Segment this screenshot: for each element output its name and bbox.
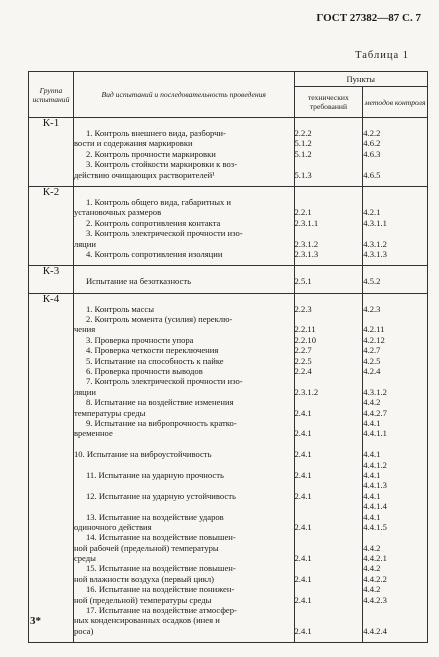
tech-req-cell: [294, 186, 363, 265]
method-cell: [363, 266, 428, 293]
test-name-line: установочных размеров: [73, 207, 162, 218]
method-value: 4.4.1: [363, 469, 381, 480]
test-name-line: 1. Контроль общего вида, габаритных и: [85, 196, 232, 207]
method-value: 4.4.2: [363, 584, 381, 595]
test-name-line: 1. Контроль внешнего вида, разборчи-: [85, 128, 226, 138]
method-cell: [363, 186, 428, 265]
test-name-cell: [73, 266, 294, 293]
test-name-line: 16. Испытание на воздействие понижен-: [85, 584, 235, 595]
test-name-line: роса): [73, 625, 94, 636]
tech-req-value: [295, 460, 363, 470]
tech-req-value: [295, 563, 363, 573]
table-row: [29, 186, 428, 265]
test-name-line: ных конденсированных осадков (инея и: [73, 615, 220, 626]
tech-req-value: 2.3.1.3: [294, 248, 319, 259]
test-name-line: 10. Испытание на виброустойчивость: [73, 449, 212, 460]
test-name-cell: [73, 293, 294, 643]
method-value: [363, 605, 427, 615]
tech-req-value: 2.4.1: [294, 625, 312, 636]
tech-req-value: [295, 512, 363, 522]
method-value: 4.6.5: [363, 169, 381, 180]
group-label: К-3: [29, 266, 74, 293]
tech-req-value: 2.4.1: [294, 449, 312, 460]
method-value: 4.4.1.1: [363, 428, 387, 439]
method-value: 4.2.3: [363, 303, 381, 314]
tech-req-value: 2.4.1: [294, 428, 312, 439]
method-cell: [363, 118, 428, 187]
test-name-line: 11. Испытание на ударную прочность: [85, 469, 224, 480]
method-cell: [363, 293, 428, 643]
test-name-line: 4. Проверка четкости переключения: [85, 345, 219, 356]
method-value: 4.4.1.5: [363, 521, 387, 532]
method-value: 4.3.1.3: [363, 248, 387, 259]
tech-req-value: 2.4.1: [294, 553, 312, 564]
tech-req-value: 2.4.1: [294, 469, 312, 480]
method-value: 4.4.1: [363, 490, 381, 501]
tech-req-value: [295, 159, 363, 169]
test-name-line: чения: [73, 324, 96, 335]
column-header-points: Пункты: [294, 72, 428, 87]
tech-req-value: [295, 197, 363, 207]
method-value: 4.4.2: [363, 397, 381, 408]
tech-req-value: 2.2.5: [294, 355, 312, 366]
tech-req-value: [295, 397, 363, 407]
method-value: 4.3.1.1: [363, 217, 387, 228]
test-name-line: 7. Контроль электрической прочности изо-: [85, 376, 243, 387]
method-value: 4.4.2.2: [363, 573, 387, 584]
method-value: 4.2.1: [363, 207, 381, 218]
test-name-line: [74, 439, 294, 449]
tech-req-value: 5.1.3: [294, 169, 312, 180]
method-value: [363, 439, 427, 449]
method-value: 4.6.2: [363, 138, 381, 149]
tech-req-value: 2.5.1: [294, 276, 312, 287]
table-title: Таблица 1: [355, 50, 409, 61]
test-name-line: 1. Контроль массы: [85, 303, 155, 314]
table-row: [29, 118, 428, 187]
tech-req-value: 2.4.1: [294, 573, 312, 584]
test-name-line: 14. Испытание на воздействие повышен-: [85, 532, 236, 543]
tech-req-value: [295, 501, 363, 511]
tech-req-value: 2.4.1: [294, 594, 312, 605]
test-name-line: ляции: [73, 386, 96, 397]
method-value: 4.4.2.1: [363, 553, 387, 564]
test-name-line: действию очищающих растворителей¹: [73, 169, 215, 180]
test-name-line: [74, 460, 294, 470]
tech-req-value: 2.4.1: [294, 521, 312, 532]
test-name-line: одиночного действия: [73, 521, 152, 532]
test-name-line: 3. Контроль стойкости маркировки к воз-: [85, 159, 238, 170]
tech-req-value: 2.2.2: [294, 128, 312, 138]
test-name-line: ной рабочей (предельной) температуры: [73, 542, 219, 553]
test-name-line: ной влажности воздуха (первый цикл): [73, 573, 215, 584]
method-value: 4.4.1: [363, 511, 381, 522]
tech-req-value: [295, 439, 363, 449]
page-number: 3*: [30, 615, 41, 627]
test-name-line: температуры среды: [73, 407, 146, 418]
column-header-name: Вид испытаний и последовательность проведения: [73, 72, 294, 118]
tech-req-cell: [294, 293, 363, 643]
method-value: 4.2.12: [363, 334, 385, 345]
tech-req-value: [295, 480, 363, 490]
tech-req-value: 5.1.2: [294, 138, 312, 149]
column-header-tech: технических требований: [294, 87, 363, 118]
test-name-line: 3. Контроль электрической прочности изо-: [85, 228, 243, 239]
tech-req-value: 2.2.7: [294, 345, 312, 356]
test-name-cell: [73, 186, 294, 265]
method-value: 4.2.2: [363, 128, 381, 138]
tech-req-value: [295, 615, 363, 625]
method-value: [363, 197, 427, 207]
column-header-group: Группа испытаний: [29, 72, 74, 118]
tech-req-value: [295, 584, 363, 594]
test-name-line: 12. Испытание на ударную устойчивость: [85, 490, 236, 501]
method-value: 4.4.2.3: [363, 594, 387, 605]
tech-req-value: [295, 605, 363, 615]
method-value: 4.4.2: [363, 563, 381, 574]
method-value: 4.2.11: [363, 324, 385, 335]
tech-req-value: 2.2.11: [294, 324, 316, 335]
test-name-line: вости и содержания маркировки: [73, 138, 193, 149]
method-value: 4.4.2.7: [363, 407, 387, 418]
test-name-line: 6. Проверка прочности выводов: [85, 366, 203, 377]
tech-req-cell: [294, 266, 363, 293]
tech-req-value: 2.2.10: [294, 334, 316, 345]
tech-req-value: [295, 543, 363, 553]
tech-req-value: [295, 418, 363, 428]
method-value: [363, 615, 427, 625]
method-value: 4.4.2.4: [363, 625, 387, 636]
tech-req-value: [295, 376, 363, 386]
test-name-line: 4. Контроль сопротивления изоляции: [85, 248, 223, 259]
method-value: 4.2.5: [363, 355, 381, 366]
column-header-methods: методов контроля: [363, 87, 428, 118]
method-value: [363, 159, 427, 169]
method-value: 4.3.1.2: [363, 238, 387, 249]
method-value: 4.5.2: [363, 276, 381, 287]
test-name-line: 8. Испытание на воздействие изменения: [85, 397, 234, 408]
table-row: [29, 293, 428, 643]
test-name-line: 2. Контроль момента (усилия) переклю-: [85, 314, 233, 325]
tech-req-value: 2.3.1.2: [294, 386, 319, 397]
tech-req-value: [295, 532, 363, 542]
tech-req-cell: [294, 118, 363, 187]
tech-req-value: 2.4.1: [294, 490, 312, 501]
test-name-line: 13. Испытание на воздействие ударов: [85, 511, 224, 522]
test-name-line: Испытание на безотказность: [85, 276, 192, 287]
test-name-line: 17. Испытание на воздействие атмосфер-: [85, 605, 237, 616]
method-value: [363, 532, 427, 542]
test-name-line: 15. Испытание на воздействие повышен-: [85, 563, 236, 574]
table-row: [29, 266, 428, 293]
method-value: [363, 228, 427, 238]
test-name-line: 2. Контроль прочности маркировки: [85, 148, 216, 159]
test-name-line: ляции: [73, 238, 96, 249]
method-value: 4.4.1: [363, 449, 381, 460]
method-value: 4.4.1: [363, 417, 381, 428]
method-value: 4.4.2: [363, 542, 381, 553]
tech-req-value: 5.1.2: [294, 148, 312, 159]
tech-req-value: 2.2.4: [294, 366, 312, 377]
tech-req-value: [295, 314, 363, 324]
test-name-line: среды: [73, 553, 96, 564]
method-value: 4.2.4: [363, 366, 381, 377]
group-label: К-2: [29, 186, 74, 265]
method-value: 4.2.7: [363, 345, 381, 356]
method-value: 4.4.1.2: [363, 459, 387, 470]
group-label: К-1: [29, 118, 74, 187]
test-name-line: 3. Проверка прочности упора: [85, 334, 194, 345]
document-reference: ГОСТ 27382—87 С. 7: [316, 12, 421, 24]
tech-req-value: 2.3.1.1: [294, 217, 319, 228]
test-name-line: 5. Испытание на способность к пайке: [85, 355, 224, 366]
test-name-line: временное: [73, 428, 113, 439]
method-value: 4.3.1.2: [363, 386, 387, 397]
tech-req-value: 2.2.3: [294, 303, 312, 314]
tech-req-value: 2.2.1: [294, 207, 312, 218]
test-name-line: ной (предельной) температуры среды: [73, 594, 212, 605]
method-value: [363, 376, 427, 386]
method-value: [363, 314, 427, 324]
method-value: 4.4.1.4: [363, 501, 387, 512]
test-name-line: [74, 501, 294, 511]
test-name-line: 2. Контроль сопротивления контакта: [85, 217, 221, 228]
group-label: К-4: [29, 293, 74, 643]
test-name-line: [74, 480, 294, 490]
tests-table: [28, 71, 428, 643]
method-value: 4.4.1.3: [363, 480, 387, 491]
method-value: 4.6.3: [363, 148, 381, 159]
test-name-line: 9. Испытание на вибропрочность кратко-: [85, 417, 237, 428]
table-body: [29, 118, 428, 643]
tech-req-value: [295, 228, 363, 238]
test-name-cell: [73, 118, 294, 187]
tech-req-value: 2.4.1: [294, 407, 312, 418]
tech-req-value: 2.3.1.2: [294, 238, 319, 249]
